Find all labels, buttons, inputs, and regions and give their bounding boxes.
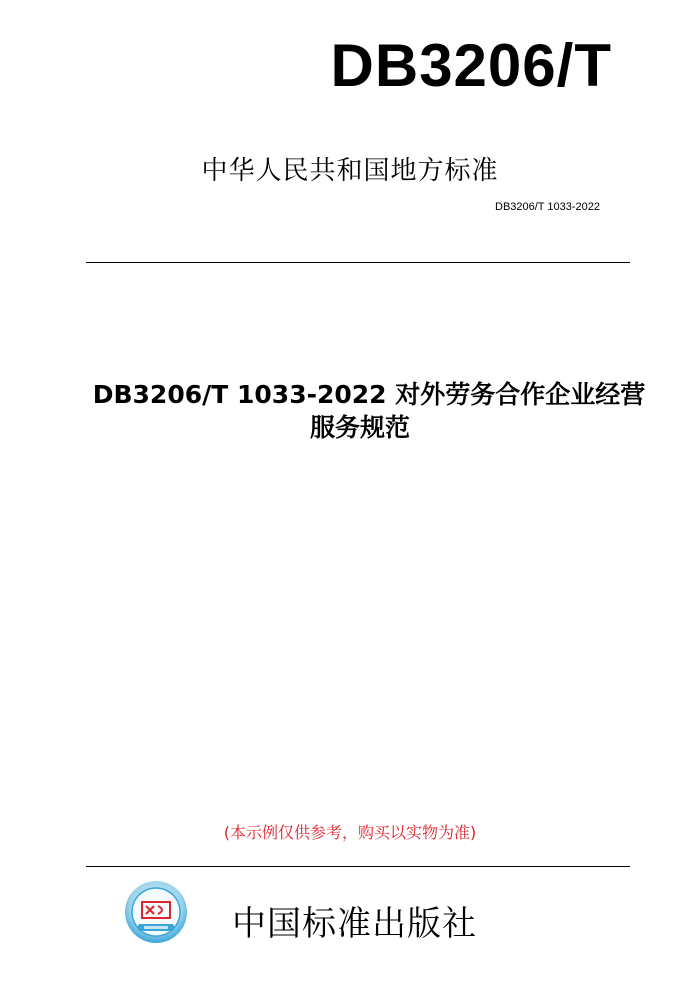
standard-number: DB3206/T 1033-2022 (495, 201, 600, 213)
top-divider (86, 262, 630, 263)
document-title (20, 378, 700, 444)
standard-code: DB3206/T (330, 32, 612, 99)
publisher-seal-graphic (124, 880, 188, 944)
sample-notice: (本示例仅供参考，购买以实物为准) (223, 823, 477, 842)
document-title-line-2: 服务规范 (309, 413, 410, 442)
publisher-name: 中国标准出版社 (232, 904, 477, 944)
bottom-divider (86, 866, 630, 867)
standard-type: 中华人民共和国地方标准 (201, 156, 499, 186)
document-title-line-1: DB3206/T 1033-2022 对外劳务合作企业经营 (92, 380, 646, 409)
publisher-seal-icon (124, 880, 188, 944)
